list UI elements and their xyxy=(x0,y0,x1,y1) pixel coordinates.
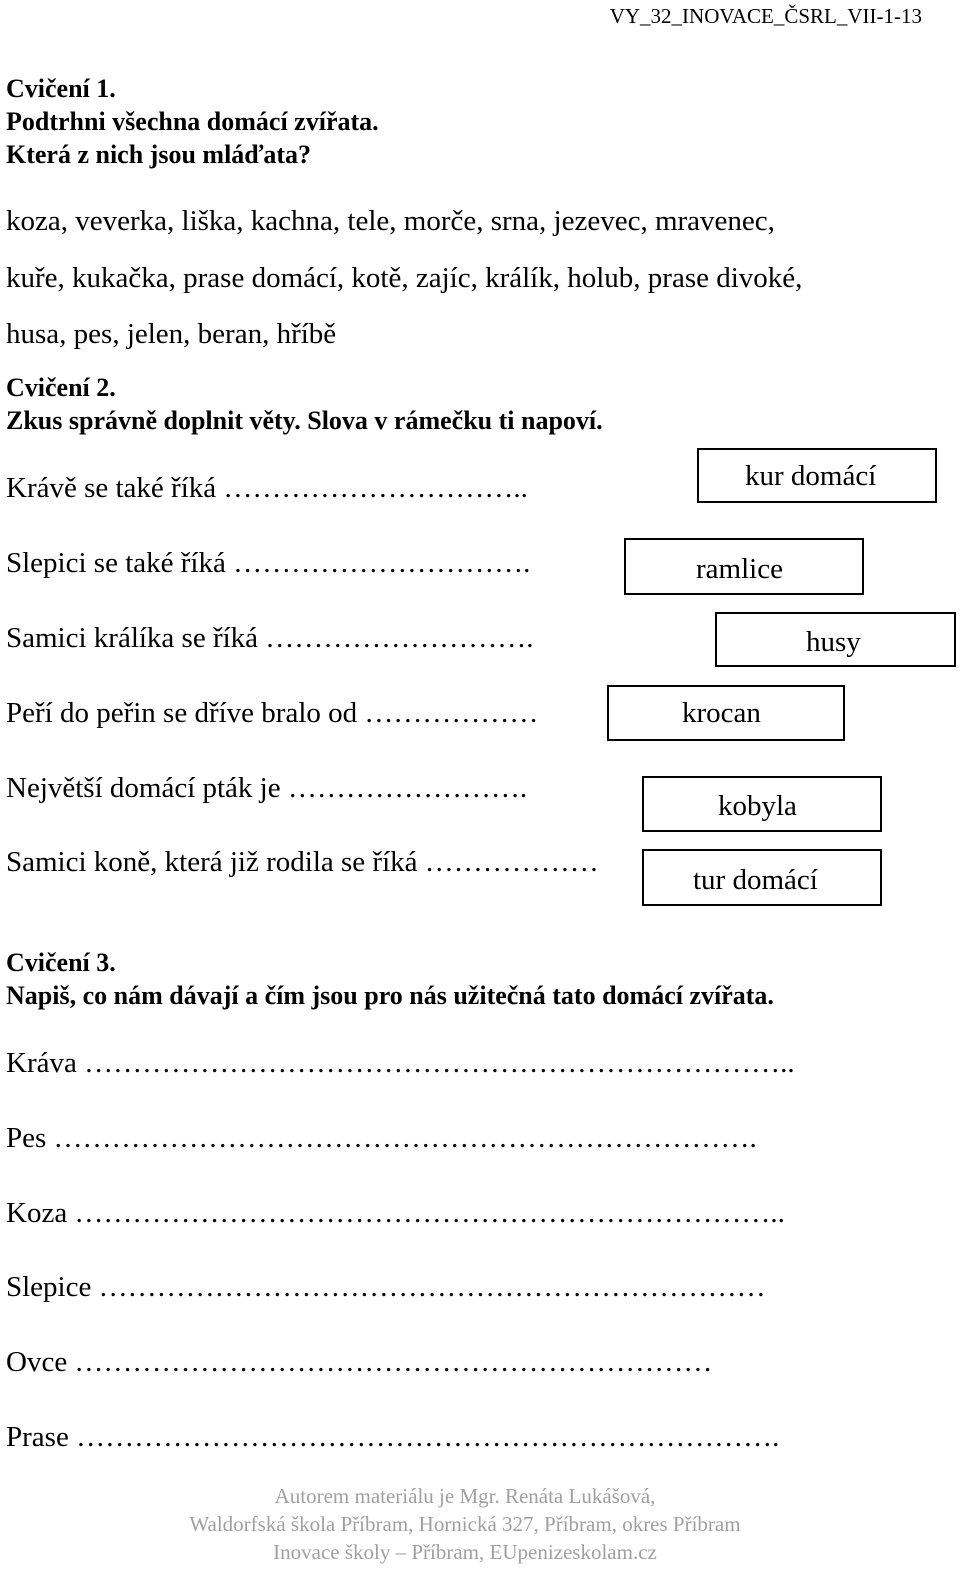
word-box-label: tur domácí xyxy=(693,864,818,896)
word-box xyxy=(642,776,882,832)
exercise3-title: Cvičení 3. xyxy=(6,948,116,977)
word-box-label: ramlice xyxy=(696,553,783,585)
answer-line: Ovce ………………………………………………………… xyxy=(6,1346,713,1378)
animal-list-line: husa, pes, jelen, beran, hříbě xyxy=(6,318,337,350)
word-box xyxy=(715,612,956,667)
document-code: VY_32_INOVACE_ČSRL_VII-1-13 xyxy=(609,4,922,28)
word-box-label: krocan xyxy=(682,697,761,729)
answer-line: Slepice …………………………………………………………… xyxy=(6,1271,766,1303)
word-box-label: husy xyxy=(806,626,861,658)
footer-school: Waldorfská škola Příbram, Hornická 327, Příbram, okres Příbram xyxy=(189,1512,741,1536)
exercise1-title: Cvičení 1. xyxy=(6,74,116,103)
answer-line: Pes ………………………………………………………………. xyxy=(6,1122,757,1154)
word-box xyxy=(607,685,845,741)
fill-sentence: Krávě se také říká ………………………….. xyxy=(6,472,528,504)
fill-sentence: Samici koně, která již rodila se říká ……………… xyxy=(6,846,599,878)
exercise1-instruction-1: Podtrhni všechna domácí zvířata. xyxy=(6,107,379,136)
word-box xyxy=(642,849,882,906)
footer-project: Inovace školy – Příbram, EUpenizeskolam.cz xyxy=(273,1540,657,1564)
word-box-label: kobyla xyxy=(718,790,797,822)
exercise2-title: Cvičení 2. xyxy=(6,373,116,402)
fill-sentence: Slepici se také říká …………………………. xyxy=(6,547,531,579)
animal-list-line: koza, veverka, liška, kachna, tele, morče, srna, jezevec, mravenec, xyxy=(6,205,775,237)
word-box xyxy=(624,538,864,595)
exercise1-instruction-2: Která z nich jsou mláďata? xyxy=(6,140,312,169)
animal-list-line: kuře, kukačka, prase domácí, kotě, zajíc, králík, holub, prase divoké, xyxy=(6,262,803,294)
word-box xyxy=(697,448,937,503)
word-box-label: kur domácí xyxy=(745,460,877,492)
fill-sentence: Peří do peřin se dříve bralo od ……………… xyxy=(6,697,539,729)
answer-line: Kráva ……………………………………………………………….. xyxy=(6,1047,795,1079)
answer-line: Koza ……………………………………………………………….. xyxy=(6,1197,785,1229)
footer-author: Autorem materiálu je Mgr. Renáta Lukášová, xyxy=(274,1484,656,1508)
fill-sentence: Největší domácí pták je ……………………. xyxy=(6,772,528,804)
fill-sentence: Samici králíka se říká ………………………. xyxy=(6,622,534,654)
exercise2-instruction: Zkus správně doplnit věty. Slova v rámečku ti napoví. xyxy=(6,406,603,435)
exercise3-instruction: Napiš, co nám dávají a čím jsou pro nás užitečná tato domácí zvířata. xyxy=(6,981,774,1010)
answer-line: Prase ………………………………………………………………. xyxy=(6,1421,780,1453)
